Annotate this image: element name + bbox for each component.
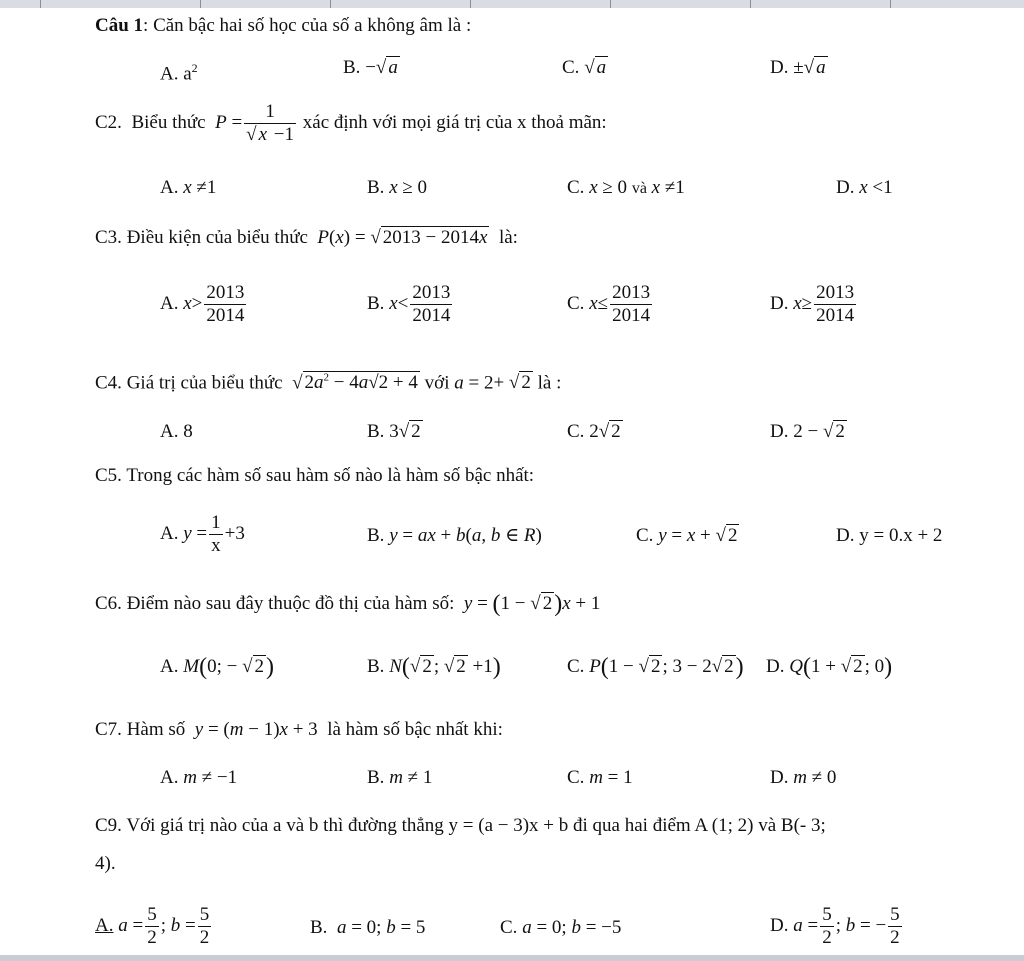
question-2: C2. Biểu thức P = $\frac{1}{√ x -1}$ xác định với mọi giá trị của x thoả mãn: [95,101,607,146]
q1-option-a: A. $a^2$ [160,61,198,85]
question-3: C3. Điều kiện của biểu thức P(x) = √ 2013 − 2014x là: [95,227,518,248]
question-1 [95,14,471,38]
question-9-continued: 4). [95,853,116,874]
q6-option-a: A. M(0; − √ 2) [160,654,274,680]
q7-option-a: A. m ≠ −1 [160,767,238,788]
q6-option-b: B. N(√ 2 ; √ 2 +1) [367,654,501,680]
question-7: C7. Hàm số y = (m − 1)x + 3 là hàm số bậc nhất khi: [95,719,503,740]
q4-option-d: D. 2 − √ 2 [770,421,845,442]
q2-option-b: B. x ≥ 0 [367,177,428,198]
q2-option-a: A. x ≠1 [160,177,217,198]
q9-option-a: A. a = $\frac{5}{2}$ ; b = $\frac{5}{2}$ [95,904,210,948]
q5-option-a: A. y = $\frac{1}{x}$ +3 [160,512,245,556]
question-6: C6. Điểm nào sau đây thuộc đồ thị của hàm số: y = (1 − √ 2)x + 1 [95,591,601,617]
q6-option-d: D. Q(1 + √ 2 ; 0) [766,654,893,680]
q7-option-c: C. m = 1 [567,767,633,788]
q4-option-b: B. 3√ 2 [367,421,421,442]
question-5: C5. Trong các hàm số sau hàm số nào là hàm số bậc nhất: [95,465,535,486]
q1-option-d: D. ±√ a [770,57,826,78]
q7-option-d: D. m ≠ 0 [770,767,837,788]
q3-option-b: B. x< $\frac{2013}{2014}$ [367,282,451,326]
question-4: C4. Giá trị của biểu thức √ $2a^2 - 4a√2 + 4$ với a = 2+ √ 2 là : [95,372,562,394]
q3-option-c: C. x≤ $\frac{2013}{2014}$ [567,282,651,326]
q5-option-b: B. y = ax + b(a, b ∈ R) [367,525,542,546]
q7-option-b: B. m ≠ 1 [367,767,433,788]
q1-option-c: C. √ a [562,57,607,78]
window-bottom-edge [0,955,1024,961]
question-1-label: Câu 1 [95,15,144,36]
q4-option-c: C. 2√ 2 [567,421,621,442]
q1-option-b: B. −√ a [343,57,398,78]
q3-option-a: A. x> $\frac{2013}{2014}$ [160,282,245,326]
q2-option-c: C. x ≥ 0 và x ≠1 [567,177,685,198]
q3-option-d: D. x≥ $\frac{2013}{2014}$ [770,282,855,326]
question-9: C9. Với giá trị nào của a và b thì đường thẳng y = (a − 3)x + b đi qua hai điểm A (1; 2) và B(- 3; [95,815,826,836]
q9-option-c: C. a = 0; b = −5 [500,917,622,938]
q4-option-a: A. 8 [160,421,193,442]
q9-option-d: D. a = $\frac{5}{2}$ ; b = − $\frac{5}{2}$ [770,904,900,948]
q9-option-b: B. a = 0; b = 5 [310,917,426,938]
q2-option-d: D. x <1 [836,177,893,198]
q6-option-c: C. P(1 − √ 2 ; 3 − 2√ 2) [567,654,744,680]
q5-option-c: C. y = x + √ 2 [636,525,738,546]
q5-option-d: D. y = 0.x + 2 [836,525,943,546]
question-1-text: : Căn bậc hai số học của số a không âm là : [143,15,472,36]
